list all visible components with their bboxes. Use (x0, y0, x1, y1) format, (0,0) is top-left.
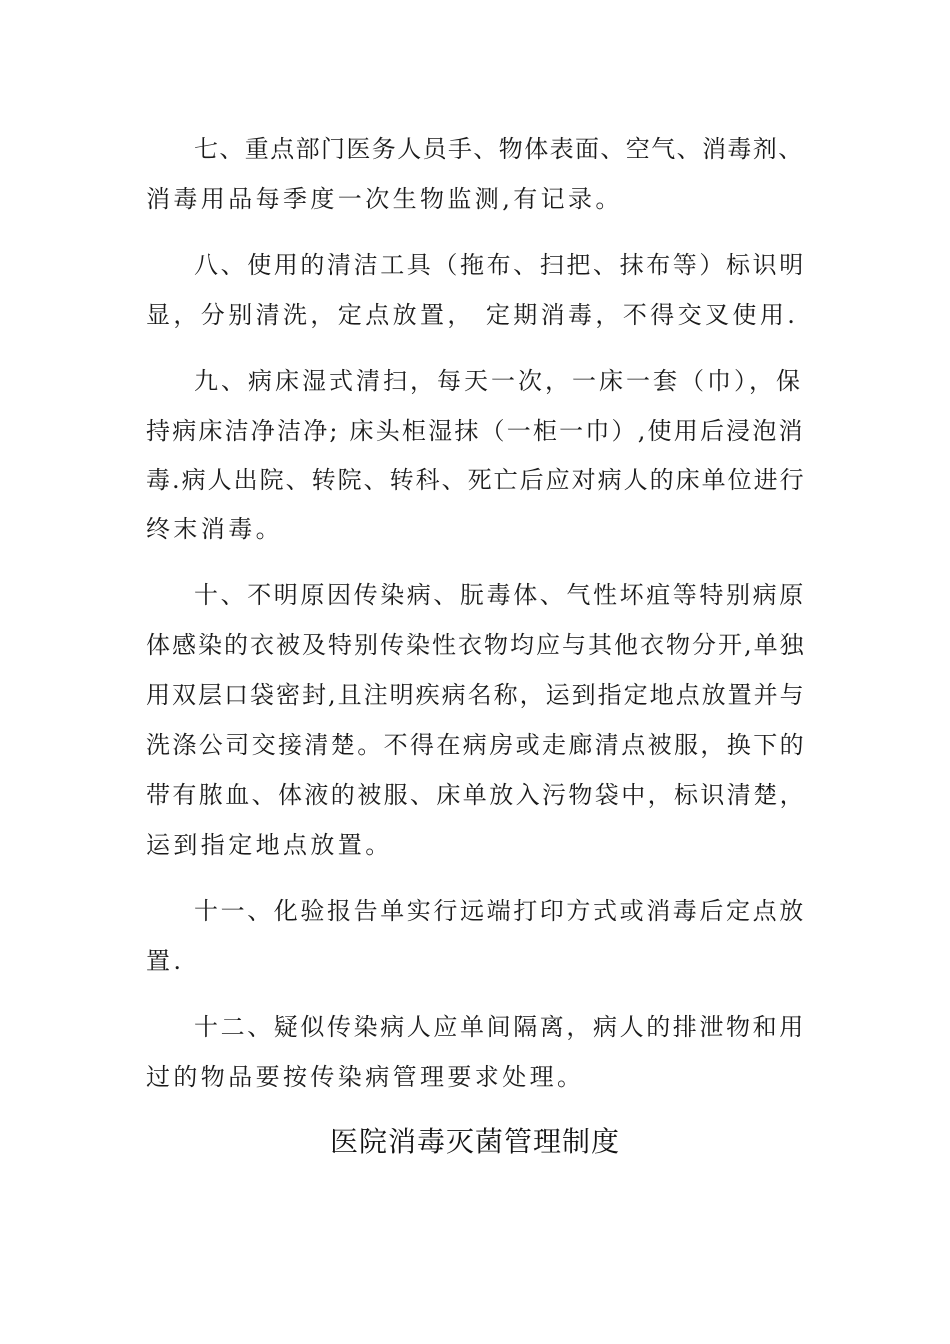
paragraph-9-line-1: 九、病床湿式清扫，每天一次，一床一套（巾），保 (194, 367, 803, 395)
paragraph-8-line-1: 八、使用的清洁工具（拖布、扫把、抹布等）标识明 (194, 251, 806, 279)
paragraph-10-line-3: 用双层口袋密封,且注明疾病名称，运到指定地点放置并与 (146, 681, 806, 709)
paragraph-11-line-1: 十一、化验报告单实行远端打印方式或消毒后定点放 (194, 897, 806, 925)
paragraph-12-line-2: 过的物品要按传染病管理要求处理。 (146, 1063, 585, 1091)
paragraph-10-line-5: 带有脓血、体液的被服、床单放入污物袋中，标识清楚， (146, 781, 806, 809)
paragraph-10-line-2: 体感染的衣被及特别传染性衣物均应与其他衣物分开,单独 (146, 631, 806, 659)
paragraph-7-line-2: 消毒用品每季度一次生物监测,有记录。 (146, 185, 623, 213)
paragraph-8-line-2: 显，分别清洗，定点放置， 定期消毒，不得交叉使用. (146, 301, 799, 329)
paragraph-9-line-4: 终末消毒。 (146, 515, 283, 543)
section-title: 医院消毒灭菌管理制度 (329, 1125, 620, 1158)
paragraph-10-line-4: 洗涤公司交接清楚。不得在病房或走廊清点被服，换下的 (146, 731, 806, 759)
paragraph-9-line-2: 持病床洁净洁净; 床头柜湿抹（一柜一巾）,使用后浸泡消 (146, 417, 805, 445)
paragraph-10-line-1: 十、不明原因传染病、朊毒体、气性坏疽等特别病原 (194, 581, 806, 609)
paragraph-11-line-2: 置. (146, 947, 185, 975)
paragraph-12-line-1: 十二、疑似传染病人应单间隔离，病人的排泄物和用 (194, 1013, 806, 1041)
paragraph-9-line-3: 毒.病人出院、转院、转科、死亡后应对病人的床单位进行 (146, 466, 806, 494)
paragraph-7-line-1: 七、重点部门医务人员手、物体表面、空气、消毒剂、 (194, 135, 804, 163)
paragraph-10-line-6: 运到指定地点放置。 (146, 831, 393, 859)
